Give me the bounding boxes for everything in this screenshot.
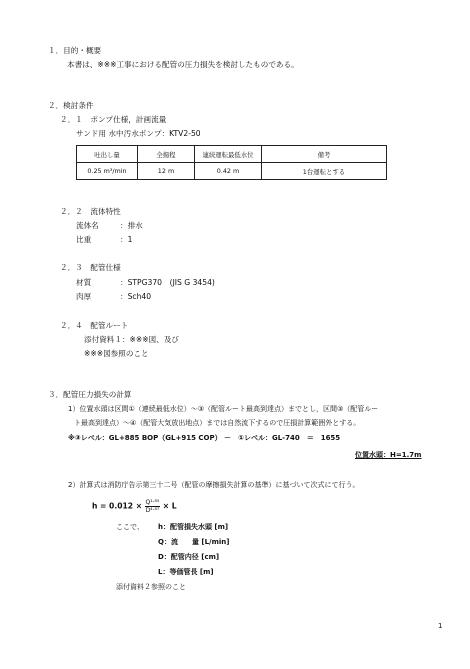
formula-lhs: h = 0.012 ×	[92, 501, 143, 511]
para-2: 2）計算式は消防庁告示第三十二号（配管の摩擦損失計算の基準）に基づいて次式にて行う。	[68, 481, 360, 489]
material-label: 材質	[76, 278, 92, 287]
para-1-line-1: 1）位置水頭は区間①（連続最低水位）～③（配管ルート最高到達点）までとし，区間③（配管ルー	[68, 405, 379, 413]
section-2-4-heading: ２．４ 配管ルート	[60, 321, 129, 330]
para-1-line-2: ト最高到達点）～④（配管大気放出地点）までは自然流下するので圧損計算範囲外とする。	[74, 419, 361, 427]
friction-formula	[92, 499, 177, 514]
section-3-heading: ３．配管圧力損失の計算	[48, 390, 132, 399]
table-cell: 1台運転とする	[262, 163, 387, 180]
var-h: h：配管損失水頭 [m]	[158, 523, 229, 531]
head-result: 位置水頭：H=1.7m	[355, 451, 422, 459]
section-2-heading: ２．検討条件	[48, 101, 94, 110]
formula-rhs: × L	[162, 501, 177, 511]
table-header-cell: 全揚程	[138, 146, 195, 163]
section-1-heading: １．目的・概要	[48, 46, 102, 55]
thickness-value: ：Sch40	[120, 292, 152, 301]
thickness-label: 肉厚	[76, 292, 92, 301]
table-cell: 0.42 m	[195, 163, 262, 180]
attachment-ref: 添付資料２参照のこと	[116, 583, 186, 591]
formula-numerator: Q¹·⁸⁵	[145, 499, 160, 506]
table-header-cell: 備考	[262, 146, 387, 163]
pump-spec-table	[76, 145, 387, 180]
var-d: D：配管内径 [cm]	[158, 553, 220, 561]
section-2-2-heading: ２．２ 流体特性	[60, 207, 121, 216]
gravity-value: ：1	[120, 235, 133, 244]
route-line-1: 添付資料１：※※※図、及び	[84, 335, 180, 344]
formula-denominator: D⁴·⁸⁷	[145, 507, 160, 514]
section-2-1-heading: ２．１ ポンプ仕様，計画流量	[60, 115, 167, 124]
table-cell: 12 m	[138, 163, 195, 180]
table-header-cell: 連続運転最低水位	[195, 146, 262, 163]
section-2-3-heading: ２．３ 配管仕様	[60, 263, 121, 272]
var-q: Q：流 量 [L/min]	[158, 538, 230, 546]
section-1-body: 本書は、※※※工事における配管の圧力損失を検討したものである。	[67, 60, 299, 69]
formula-fraction	[145, 499, 161, 514]
gravity-label: 比重	[76, 235, 92, 244]
level-calculation: ※③レベル：GL+885 BOP（GL+915 COP） － ①レベル：GL-740 ＝ 1655	[68, 434, 341, 442]
page-number: 1	[438, 622, 443, 630]
pump-caption: サンド用 水中汚水ポンプ：KTV2-50	[76, 129, 201, 138]
material-value: ：STPG370 (JIS G 3454)	[120, 278, 215, 287]
where-label: ここで、	[116, 523, 144, 531]
route-line-2: ※※※図参照のこと	[84, 349, 149, 358]
table-cell: 0.25 m³/min	[77, 163, 138, 180]
var-l: L：等価管長 [m]	[158, 568, 214, 576]
fluid-name-label: 流体名	[76, 221, 99, 230]
table-row	[77, 163, 387, 180]
table-header-row	[77, 146, 387, 163]
table-header-cell: 吐出し量	[77, 146, 138, 163]
fluid-name-value: ：排水	[120, 221, 143, 230]
